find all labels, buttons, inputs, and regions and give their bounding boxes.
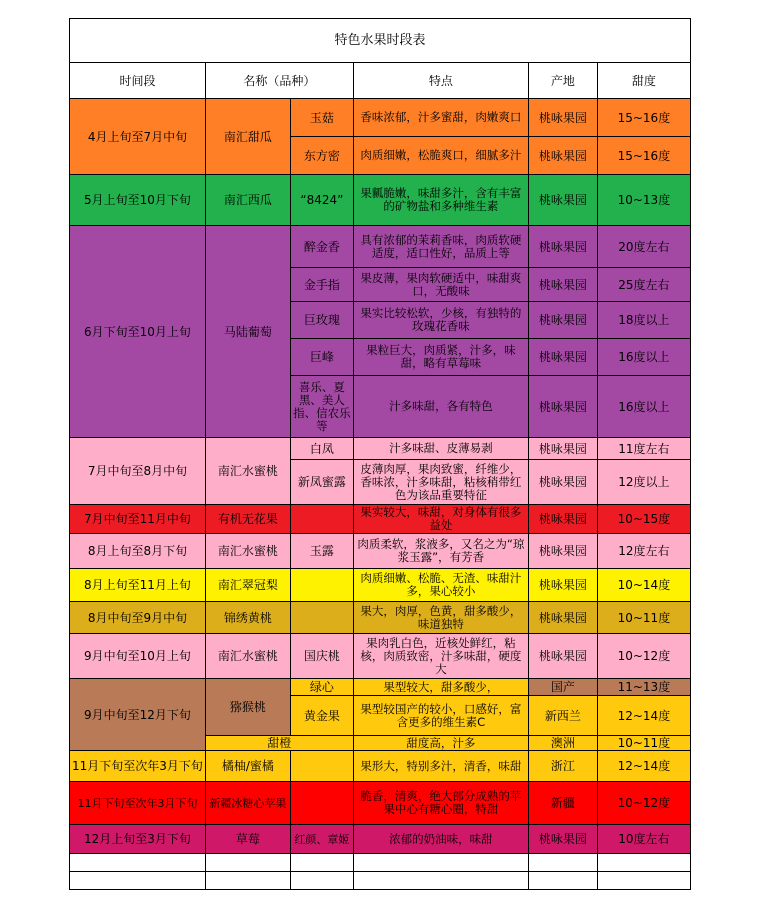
variety-cell: 东方密 [290, 137, 353, 175]
variety-cell: 国庆桃 [290, 634, 353, 679]
sweetness-cell: 18度以上 [597, 302, 690, 339]
header-row [70, 63, 691, 99]
sweetness-cell: 15~16度 [597, 99, 690, 137]
fruit-cell: 甜橙 [205, 736, 353, 751]
sweetness-cell: 11~13度 [597, 679, 690, 696]
period-cell: 12月上旬至3月下旬 [70, 825, 206, 854]
features-cell: 果型较国产的较小，口感好，富含更多的维生素C [353, 696, 528, 736]
origin-cell: 桃咏果园 [528, 825, 597, 854]
variety-cell [290, 751, 353, 782]
features-cell: 果瓤脆嫩，味甜多汁，含有丰富的矿物盐和多种维生素 [353, 175, 528, 226]
fruit-cell: 南汇水蜜桃 [205, 634, 290, 679]
table-row [70, 438, 691, 460]
features-cell: 浓郁的奶油味，味甜 [353, 825, 528, 854]
features-cell: 脆香，清爽，绝大部分成熟的苹果中心有糖心圈，特甜 [353, 782, 528, 825]
origin-cell: 桃咏果园 [528, 226, 597, 268]
variety-cell: 玉露 [290, 534, 353, 569]
period-cell: 9月中旬至10月上旬 [70, 634, 206, 679]
sweetness-cell: 10~11度 [597, 736, 690, 751]
table-row [70, 602, 691, 634]
period-cell: 8月上旬至11月上旬 [70, 569, 206, 602]
features-cell: 皮薄肉厚，果肉致蜜，纤维少，香味浓，汁多味甜，粘核稍带红色为该品重要特征 [353, 460, 528, 505]
origin-cell: 桃咏果园 [528, 137, 597, 175]
fruit-cell: 猕猴桃 [205, 679, 290, 736]
empty-row [70, 854, 691, 872]
header-name: 名称（品种） [205, 63, 353, 99]
period-cell: 11月下旬至次年3月下旬 [70, 751, 206, 782]
features-cell: 肉质柔软，浆液多，又名之为“琼浆玉露”，有芳香 [353, 534, 528, 569]
period-cell: 7月中旬至8月中旬 [70, 438, 206, 505]
origin-cell: 桃咏果园 [528, 534, 597, 569]
features-cell: 肉质细嫩，松脆爽口，细腻多汁 [353, 137, 528, 175]
period-cell: 11月下旬至次年3月下旬 [70, 782, 206, 825]
period-cell: 5月上旬至10月下旬 [70, 175, 206, 226]
origin-cell: 桃咏果园 [528, 438, 597, 460]
origin-cell: 桃咏果园 [528, 99, 597, 137]
sweetness-cell: 12度以上 [597, 460, 690, 505]
period-cell: 8月上旬至8月下旬 [70, 534, 206, 569]
variety-cell: 红颜、章姬 [290, 825, 353, 854]
fruit-cell: 有机无花果 [205, 505, 290, 534]
features-cell: 汁多味甜、皮薄易剥 [353, 438, 528, 460]
sweetness-cell: 10~12度 [597, 634, 690, 679]
sweetness-cell: 12~14度 [597, 696, 690, 736]
sweetness-cell: 12~14度 [597, 751, 690, 782]
features-cell: 果型较大，甜多酸少， [353, 679, 528, 696]
fruit-cell: 南汇水蜜桃 [205, 534, 290, 569]
variety-cell: 金手指 [290, 268, 353, 302]
features-cell: 具有浓郁的茉莉香味，肉质软硬适度，适口性好，品质上等 [353, 226, 528, 268]
variety-cell: 新凤蜜露 [290, 460, 353, 505]
origin-cell: 浙江 [528, 751, 597, 782]
sweetness-cell: 11度左右 [597, 438, 690, 460]
sweetness-cell: 10~14度 [597, 569, 690, 602]
variety-cell [290, 782, 353, 825]
variety-cell: 玉菇 [290, 99, 353, 137]
sweetness-cell: 16度以上 [597, 376, 690, 438]
sweetness-cell: 15~16度 [597, 137, 690, 175]
features-cell: 果形大，特别多汁，清香，味甜 [353, 751, 528, 782]
variety-cell [290, 505, 353, 534]
features-cell: 果实比较松软，少核，有独特的玫瑰花香味 [353, 302, 528, 339]
origin-cell: 桃咏果园 [528, 634, 597, 679]
origin-cell: 桃咏果园 [528, 569, 597, 602]
variety-cell: 巨峰 [290, 339, 353, 376]
header-period: 时间段 [70, 63, 206, 99]
period-cell: 8月中旬至9月中旬 [70, 602, 206, 634]
features-cell: 果大，肉厚，色黄，甜多酸少，味道独特 [353, 602, 528, 634]
fruit-cell: 新疆冰糖心苹果 [205, 782, 290, 825]
variety-cell [290, 602, 353, 634]
features-cell: 汁多味甜，各有特色 [353, 376, 528, 438]
variety-cell: 绿心 [290, 679, 353, 696]
sweetness-cell: 10度左右 [597, 825, 690, 854]
origin-cell: 桃咏果园 [528, 505, 597, 534]
period-cell: 6月下旬至10月上旬 [70, 226, 206, 438]
table-row [70, 679, 691, 696]
origin-cell: 桃咏果园 [528, 339, 597, 376]
origin-cell: 桃咏果园 [528, 602, 597, 634]
variety-cell: 黄金果 [290, 696, 353, 736]
period-cell: 4月上旬至7月中旬 [70, 99, 206, 175]
header-origin: 产地 [528, 63, 597, 99]
title-row [70, 19, 691, 63]
fruit-cell: 南汇甜瓜 [205, 99, 290, 175]
table-row [70, 782, 691, 825]
sweetness-cell: 16度以上 [597, 339, 690, 376]
origin-cell: 国产 [528, 679, 597, 696]
table-row [70, 634, 691, 679]
features-cell: 果实较大，味甜，对身体有很多益处 [353, 505, 528, 534]
fruit-cell: 草莓 [205, 825, 290, 854]
origin-cell: 桃咏果园 [528, 376, 597, 438]
empty-row [70, 872, 691, 890]
fruit-cell: 南汇翠冠梨 [205, 569, 290, 602]
features-cell: 肉质细嫩、松脆、无渣、味甜汁多，果心较小 [353, 569, 528, 602]
table-title: 特色水果时段表 [70, 19, 691, 63]
features-cell: 香味浓郁，汁多蜜甜，肉嫩爽口 [353, 99, 528, 137]
origin-cell: 新疆 [528, 782, 597, 825]
table-row [70, 751, 691, 782]
variety-cell: 喜乐、夏黑、美人指、信农乐等 [290, 376, 353, 438]
table-row [70, 175, 691, 226]
fruit-cell: 橘柚/蜜橘 [205, 751, 290, 782]
table-row [70, 99, 691, 137]
sweetness-cell: 25度左右 [597, 268, 690, 302]
table-row [70, 226, 691, 268]
sweetness-cell: 12度左右 [597, 534, 690, 569]
variety-cell: “8424” [290, 175, 353, 226]
features-cell: 果皮薄，果肉软硬适中，味甜爽口，无酸味 [353, 268, 528, 302]
header-sweetness: 甜度 [597, 63, 690, 99]
fruit-cell: 南汇西瓜 [205, 175, 290, 226]
origin-cell: 桃咏果园 [528, 175, 597, 226]
origin-cell: 新西兰 [528, 696, 597, 736]
origin-cell: 桃咏果园 [528, 302, 597, 339]
table-row [70, 825, 691, 854]
sweetness-cell: 10~11度 [597, 602, 690, 634]
variety-cell: 巨玫瑰 [290, 302, 353, 339]
period-cell: 9月中旬至12月下旬 [70, 679, 206, 751]
features-cell: 甜度高，汁多 [353, 736, 528, 751]
sweetness-cell: 10~15度 [597, 505, 690, 534]
fruit-cell: 锦绣黄桃 [205, 602, 290, 634]
origin-cell: 桃咏果园 [528, 268, 597, 302]
fruit-cell: 马陆葡萄 [205, 226, 290, 438]
sweetness-cell: 10~13度 [597, 175, 690, 226]
header-features: 特点 [353, 63, 528, 99]
period-cell: 7月中旬至11月中旬 [70, 505, 206, 534]
fruit-schedule-table [69, 18, 691, 890]
table-row [70, 569, 691, 602]
table-row [70, 534, 691, 569]
variety-cell: 醉金香 [290, 226, 353, 268]
sweetness-cell: 20度左右 [597, 226, 690, 268]
variety-cell [290, 569, 353, 602]
sweetness-cell: 10~12度 [597, 782, 690, 825]
origin-cell: 澳洲 [528, 736, 597, 751]
features-cell: 果粒巨大，肉质紧，汁多，味甜，略有草莓味 [353, 339, 528, 376]
origin-cell: 桃咏果园 [528, 460, 597, 505]
table-row [70, 505, 691, 534]
features-cell: 果肉乳白色，近核处鲜红，粘核，肉质致密，汁多味甜，硬度大 [353, 634, 528, 679]
variety-cell: 白凤 [290, 438, 353, 460]
fruit-cell: 南汇水蜜桃 [205, 438, 290, 505]
